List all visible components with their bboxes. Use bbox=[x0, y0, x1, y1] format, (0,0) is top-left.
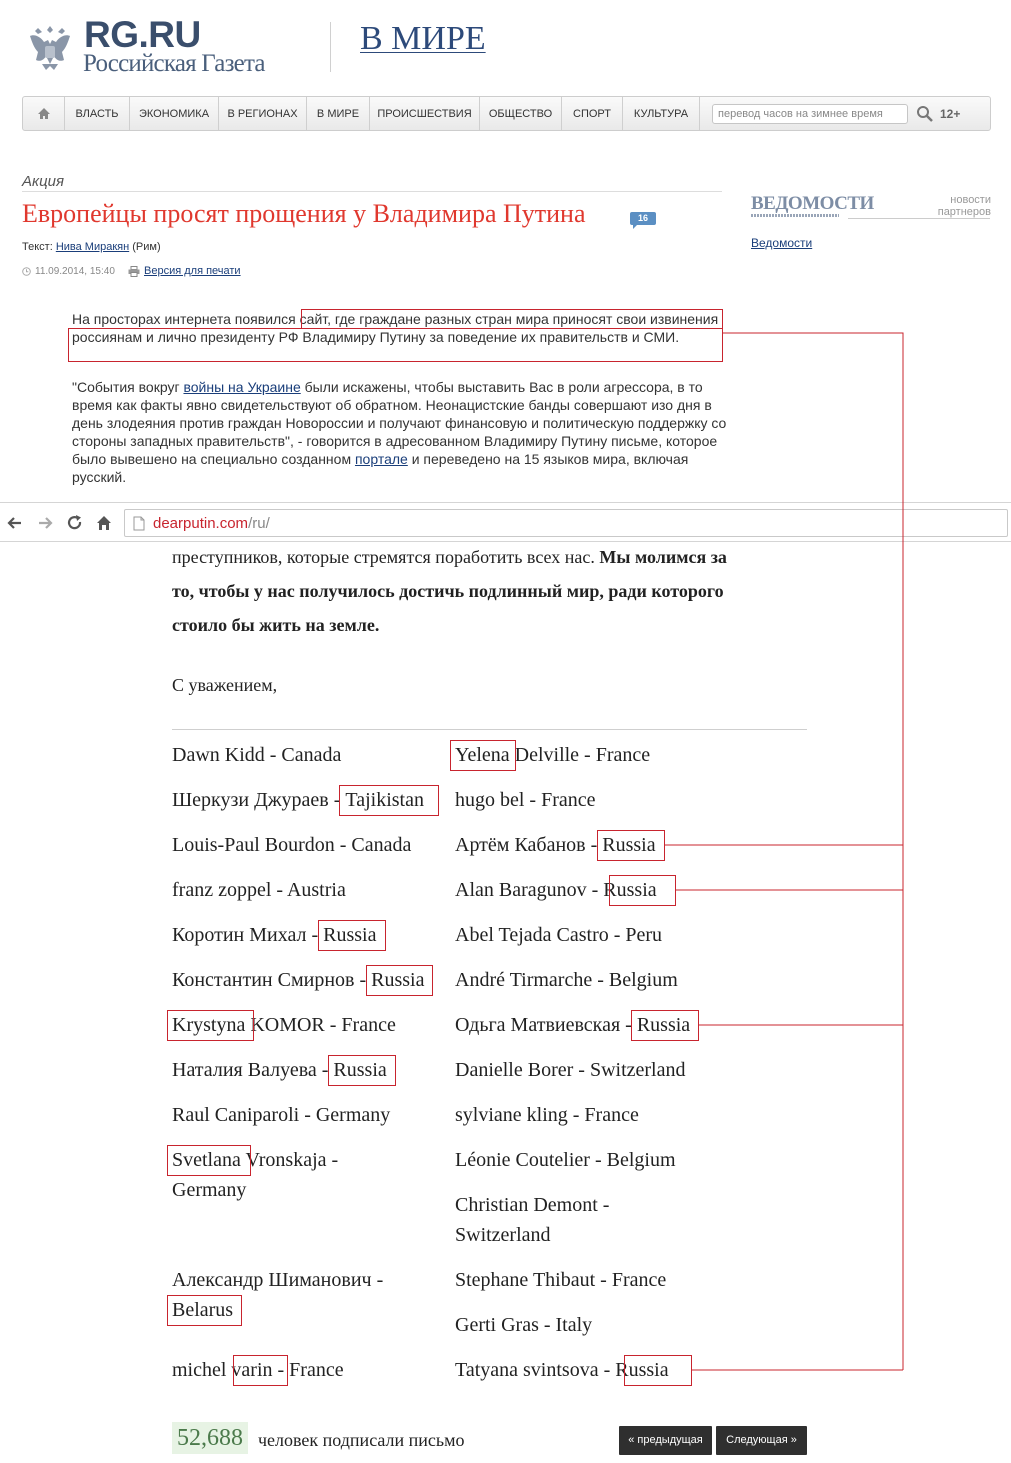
signature-item: Шеркузи Джураев - Tajikistan bbox=[172, 789, 424, 811]
signature-item: Константин Смирнов - Russia bbox=[172, 969, 425, 991]
signature-item: Dawn Kidd - Canada bbox=[172, 744, 342, 766]
nav-item-society[interactable]: ОБЩЕСТВО bbox=[480, 97, 562, 130]
letter-line-2: то, чтобы у нас получилось достичь подлинный мир, ради которого bbox=[172, 581, 724, 601]
letter-divider bbox=[172, 729, 807, 730]
signature-item: Одьга Матвиевская - Russia bbox=[455, 1014, 691, 1036]
letter-text-bold: Мы молимся за bbox=[599, 547, 727, 567]
url-path: /ru/ bbox=[248, 514, 270, 532]
nav-item-sport[interactable]: СПОРТ bbox=[562, 97, 623, 130]
author-link[interactable]: Нива Миракян bbox=[55, 241, 130, 253]
section-title[interactable]: В МИРЕ bbox=[360, 20, 486, 57]
signature-item: michel varin - France bbox=[172, 1359, 344, 1381]
address-bar[interactable] bbox=[124, 509, 1008, 537]
article-date bbox=[22, 266, 115, 277]
signature-count: 52,688 bbox=[172, 1422, 248, 1454]
signature-item: Danielle Borer - Switzerland bbox=[455, 1059, 686, 1081]
article-paragraph-2 bbox=[72, 378, 727, 486]
nav-item-world[interactable]: В МИРЕ bbox=[307, 97, 370, 130]
vedomosti-logo-tagline bbox=[751, 214, 839, 217]
p2-text-3: и переведено на 15 языков мира, включая русский. bbox=[72, 451, 689, 485]
print-version-link[interactable]: Версия для печати bbox=[144, 265, 241, 277]
rubric-divider bbox=[22, 191, 722, 192]
signature-item: Александр Шиманович - Belarus bbox=[172, 1269, 384, 1321]
p1-highlighted: сайт, где граждане разных стран мира приносят свои извинения россиянам и лично президенту РФ Владимиру Путину за поведение их правительств и СМИ. bbox=[72, 311, 719, 345]
letter-line-1 bbox=[172, 540, 812, 574]
search-input[interactable] bbox=[712, 104, 908, 124]
signature-item: Christian Demont - Switzerland bbox=[455, 1194, 610, 1246]
signature-item: Alan Baragunov - Russia bbox=[455, 879, 657, 901]
partner-divider bbox=[848, 218, 990, 219]
signature-item: hugo bel - France bbox=[455, 789, 596, 811]
article-paragraph-1 bbox=[72, 310, 727, 346]
comment-count-badge[interactable]: 16 bbox=[630, 212, 656, 225]
date-text: 11.09.2014, 15:40 bbox=[35, 266, 115, 277]
signature-item: sylviane kling - France bbox=[455, 1104, 639, 1126]
author-location: (Рим) bbox=[132, 241, 161, 253]
main-nav bbox=[22, 96, 991, 131]
partner-news-caption: новости партнеров bbox=[937, 194, 991, 218]
age-rating: 12+ bbox=[940, 107, 961, 121]
partner-link-vedomosti[interactable]: Ведомости bbox=[751, 236, 813, 250]
p2-text-2: были искажены, чтобы выставить Вас в роли агрессора, в то время как факты явно свидетельствуют об обратном. Неонацистские банды совершают изо дня в день злодеяния против граждан Новороссии и получают финансовую и политическую поддержку со стороны западных правительств", - говорится в адресованном Владимиру Путину письме, которое было вывешено на специально созданном bbox=[72, 379, 727, 467]
signature-item: Louis-Paul Bourdon - Canada bbox=[172, 834, 412, 856]
white-patch bbox=[905, 832, 933, 924]
signature-item: Yelena Delville - France bbox=[455, 744, 651, 766]
nav-item-vlast[interactable]: ВЛАСТЬ bbox=[65, 97, 130, 130]
signature-item: Tatyana svintsova - Russia bbox=[455, 1359, 669, 1381]
prev-page-button[interactable]: « предыдущая bbox=[619, 1426, 712, 1455]
print-version bbox=[128, 265, 241, 277]
nav-item-economy[interactable]: ЭКОНОМИКА bbox=[130, 97, 219, 130]
signature-count-label: человек подписали письмо bbox=[258, 1430, 465, 1450]
signature-item: Raul Caniparoli - Germany bbox=[172, 1104, 391, 1126]
signature-item: Léonie Coutelier - Belgium bbox=[455, 1149, 676, 1171]
article-rubric[interactable]: Акция bbox=[22, 173, 65, 190]
nav-home-button[interactable] bbox=[23, 97, 65, 130]
signature-item: Krystyna KOMOR - France bbox=[172, 1014, 396, 1036]
link-ukraine-war[interactable]: войны на Украине bbox=[183, 379, 301, 395]
signature-item: Артём Кабанов - Russia bbox=[455, 834, 656, 856]
article-byline bbox=[22, 241, 161, 253]
next-page-button[interactable]: Следующая » bbox=[716, 1426, 807, 1455]
back-arrow-icon[interactable] bbox=[6, 514, 24, 532]
white-patch bbox=[897, 1376, 915, 1412]
browser-toolbar bbox=[0, 502, 1011, 542]
link-portal[interactable]: портале bbox=[354, 451, 408, 467]
nav-item-regions[interactable]: В РЕГИОНАХ bbox=[219, 97, 307, 130]
home-icon bbox=[37, 107, 51, 120]
forward-arrow-icon[interactable] bbox=[36, 514, 54, 532]
signature-item: Коротин Михал - Russia bbox=[172, 924, 377, 946]
letter-regards: С уважением, bbox=[172, 675, 278, 695]
site-logo-subtitle[interactable]: Российская Газета bbox=[83, 50, 265, 77]
clock-icon bbox=[22, 267, 31, 276]
vedomosti-logo[interactable] bbox=[751, 193, 874, 218]
search-icon[interactable] bbox=[916, 105, 934, 123]
nav-item-incidents[interactable]: ПРОИСШЕСТВИЯ bbox=[370, 97, 480, 130]
url-domain: dearputin.com bbox=[153, 514, 249, 532]
coat-of-arms-icon bbox=[22, 20, 78, 76]
letter-text-normal: преступников, которые стремятся поработить всех нас. bbox=[172, 547, 600, 567]
letter-line-3: стоило бы жить на земле. bbox=[172, 615, 380, 635]
signature-item: Stephane Thibaut - France bbox=[455, 1269, 667, 1291]
home-icon[interactable] bbox=[95, 514, 113, 532]
signature-item: Svetlana Vronskaja - Germany bbox=[172, 1149, 339, 1201]
signature-item: Abel Tejada Castro - Peru bbox=[455, 924, 663, 946]
nav-item-culture[interactable]: КУЛЬТУРА bbox=[623, 97, 700, 130]
p1-intro: На просторах интернета появился bbox=[72, 311, 300, 327]
byline-label: Текст: bbox=[22, 241, 53, 253]
printer-icon bbox=[128, 266, 140, 277]
signature-item: franz zoppel - Austria bbox=[172, 879, 346, 901]
signature-item: Gerti Gras - Italy bbox=[455, 1314, 593, 1336]
p2-text-1: "События вокруг bbox=[72, 379, 184, 395]
article-title: Европейцы просят прощения у Владимира Путина bbox=[22, 199, 586, 228]
reload-icon[interactable] bbox=[66, 514, 84, 532]
signature-item: André Tirmarche - Belgium bbox=[455, 969, 678, 991]
vedomosti-logo-text: ВЕДОМОСТИ bbox=[751, 193, 874, 214]
site-logo[interactable]: RG.RU bbox=[84, 14, 201, 55]
signature-item: Наталия Валуева - Russia bbox=[172, 1059, 387, 1081]
page-icon bbox=[133, 516, 145, 531]
logo-divider bbox=[330, 22, 331, 72]
